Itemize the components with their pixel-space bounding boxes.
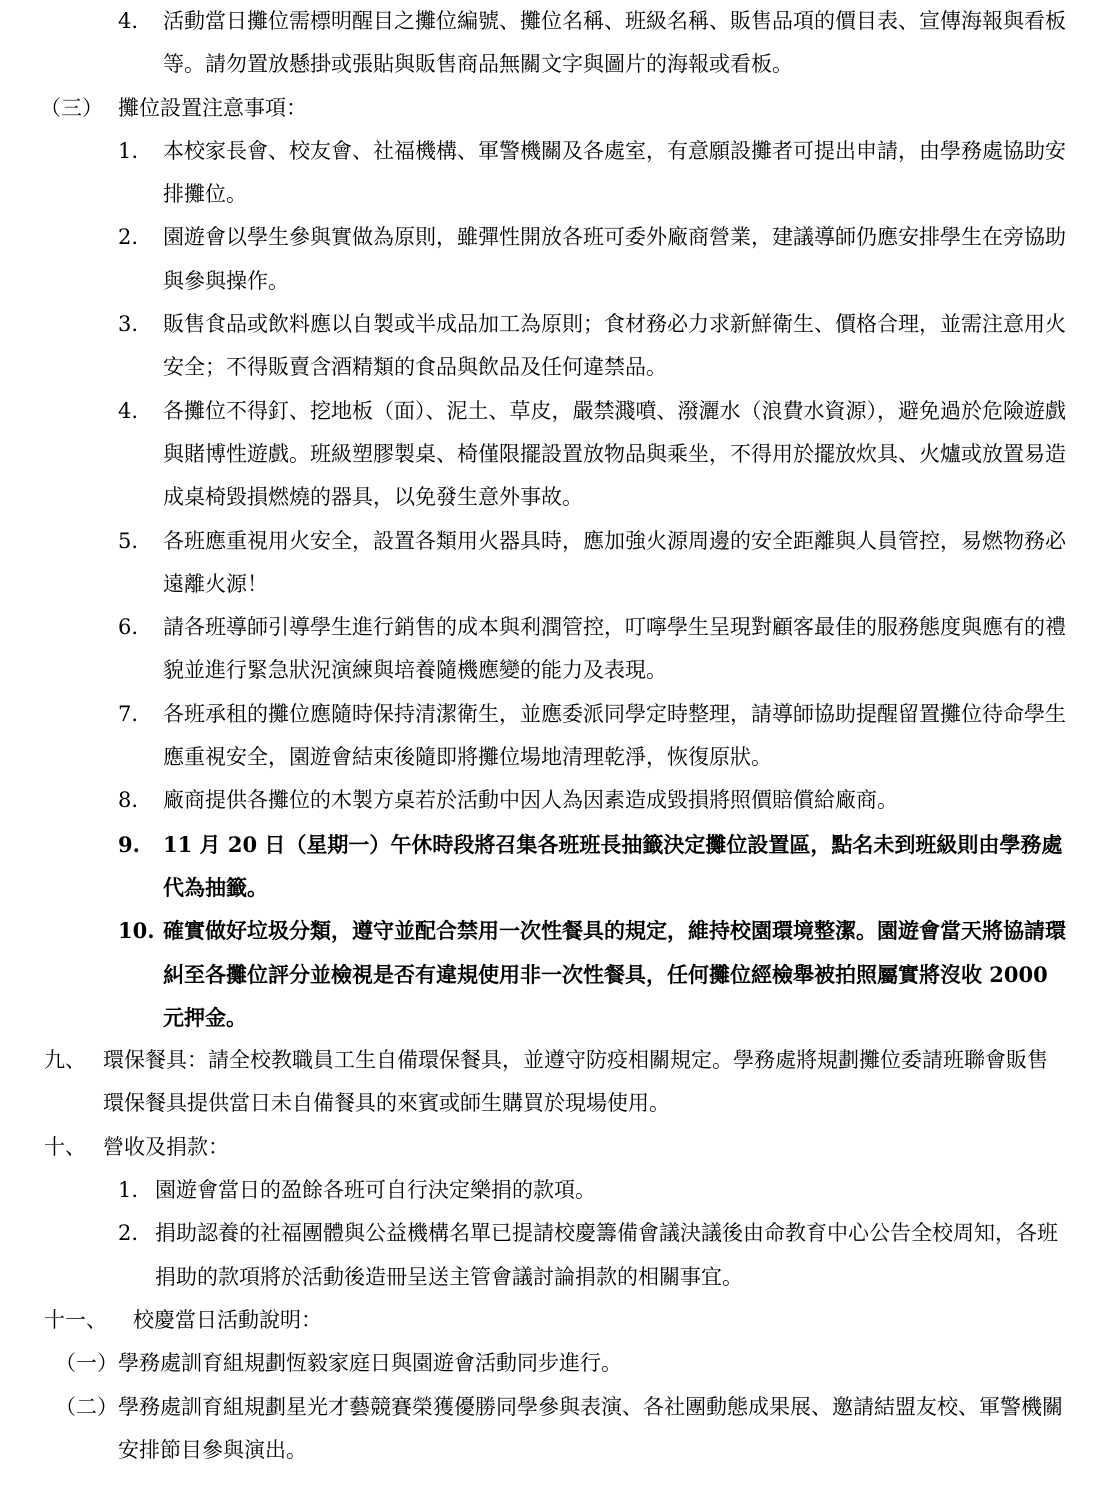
section-number: （三） [40, 95, 103, 120]
chapter-heading [0, 1299, 1100, 1342]
chapter-text: 校慶當日活動說明： [133, 1307, 322, 1332]
item-text: 廠商提供各攤位的木製方桌若於活動中因人為因素造成毀損將照價賠償給廠商。 [163, 788, 898, 813]
item-text: 11 月 20 日（星期一）午休時段將召集各班班長抽籤決定攤位設置區，點名未到班級則由學務處代為抽籤。 [163, 831, 1063, 900]
item-number: 10. [118, 918, 155, 944]
chapter-text: 環保餐具：請全校教職員工生自備環保餐具，並遵守防疫相關規定。學務處將規劃攤位委請班聯會販售環保餐具提供當日未自備餐具的來賓或師生購買於現場使用。 [103, 1048, 1048, 1116]
list-item [0, 216, 1100, 303]
list-item [0, 390, 1100, 520]
item-number: 1. [118, 1178, 139, 1203]
item-number: 4. [118, 9, 139, 33]
sub-section [0, 1386, 1100, 1473]
list-item [0, 1212, 1100, 1299]
item-number: 8. [118, 788, 139, 813]
list-item [0, 779, 1100, 822]
list-item-emphasized [0, 823, 1100, 910]
item-number: 7. [118, 701, 139, 726]
item-text: 活動當日攤位需標明醒目之攤位編號、攤位名稱、班級名稱、販售品項的價目表、宣傳海報與看板等。請勿置放懸掛或張貼與販售商品無關文字與圖片的海報或看板。 [163, 9, 1066, 77]
item-number: 2. [118, 1221, 139, 1246]
item-text: 確實做好垃圾分類，遵守並配合禁用一次性餐具的規定，維持校園環境整潔。園遊會當天將協請環糾至各攤位評分並檢視是否有違規使用非一次性餐具，任何攤位經檢舉被拍照屬實將沒收 2000 元押金。 [163, 918, 1066, 1030]
item-text: 各班承租的攤位應隨時保持清潔衛生，並應委派同學定時整理，請導師協助提醒留置攤位待命學生應重視安全，園遊會結束後隨即將攤位場地清理乾淨，恢復原狀。 [163, 701, 1066, 770]
list-item [0, 606, 1100, 693]
sub-section-text: 學務處訓育組規劃恆毅家庭日與園遊會活動同步進行。 [118, 1351, 622, 1376]
item-number: 9. [118, 831, 140, 857]
list-item-emphasized [0, 909, 1100, 1039]
chapter-heading [0, 1039, 1100, 1126]
item-text: 園遊會當日的盈餘各班可自行決定樂捐的款項。 [155, 1178, 596, 1203]
item-number: 5. [118, 528, 139, 553]
list-item [0, 520, 1100, 607]
item-number: 2. [118, 225, 139, 250]
sub-section-number: （一） [55, 1351, 118, 1376]
item-text: 各攤位不得釘、挖地板（面）、泥土、草皮，嚴禁濺噴、潑灑水（浪費水資源），避免過於危險遊戲與賭博性遊戲。班級塑膠製桌、椅僅限擺設置放物品與乘坐，不得用於擺放炊具、火爐或放置易造成桌椅毀損燃燒的器具，以免發生意外事故。 [163, 398, 1066, 510]
chapter-number: 十、 [44, 1134, 86, 1159]
chapter-text: 營收及捐款： [103, 1134, 229, 1159]
sub-section-text: 學務處訓育組規劃星光才藝競賽榮獲優勝同學參與表演、各社團動態成果展、邀請結盟友校、軍警機關安排節目參與演出。 [118, 1394, 1063, 1462]
section-heading [0, 87, 1100, 130]
list-item [0, 0, 1100, 87]
chapter-heading [0, 1126, 1100, 1169]
sub-section [0, 1342, 1100, 1385]
list-item [0, 303, 1100, 390]
item-number: 1. [118, 138, 139, 163]
chapter-number: 九、 [44, 1048, 86, 1073]
item-text: 園遊會以學生參與實做為原則，雖彈性開放各班可委外廠商營業，建議導師仍應安排學生在旁協助與參與操作。 [163, 225, 1066, 293]
item-text: 販售食品或飲料應以自製或半成品加工為原則；食材務必力求新鮮衛生、價格合理，並需注意用火安全；不得販賣含酒精類的食品與飲品及任何違禁品。 [163, 312, 1066, 380]
list-item [0, 693, 1100, 780]
item-text: 請各班導師引導學生進行銷售的成本與利潤管控，叮嚀學生呈現對顧客最佳的服務態度與應有的禮貌並進行緊急狀況演練與培養隨機應變的能力及表現。 [163, 615, 1066, 683]
item-text: 本校家長會、校友會、社福機構、軍警機關及各處室，有意願設攤者可提出申請，由學務處協助安排攤位。 [163, 138, 1066, 207]
item-number: 4. [118, 398, 139, 423]
item-text: 各班應重視用火安全，設置各類用火器具時，應加強火源周邊的安全距離與人員管控，易燃物務必遠離火源！ [163, 528, 1066, 596]
item-number: 3. [118, 312, 139, 337]
chapter-number: 十一、 [44, 1307, 107, 1332]
sub-section-number: （二） [55, 1394, 118, 1419]
section-title: 攤位設置注意事項： [118, 95, 307, 120]
item-text: 捐助認養的社福團體與公益機構名單已提請校慶籌備會議決議後由命教育中心公告全校周知，各班捐助的款項將於活動後造冊呈送主管會議討論捐款的相關事宜。 [155, 1221, 1058, 1289]
list-item [0, 130, 1100, 217]
list-item [0, 1169, 1100, 1212]
item-number: 6. [118, 615, 139, 640]
